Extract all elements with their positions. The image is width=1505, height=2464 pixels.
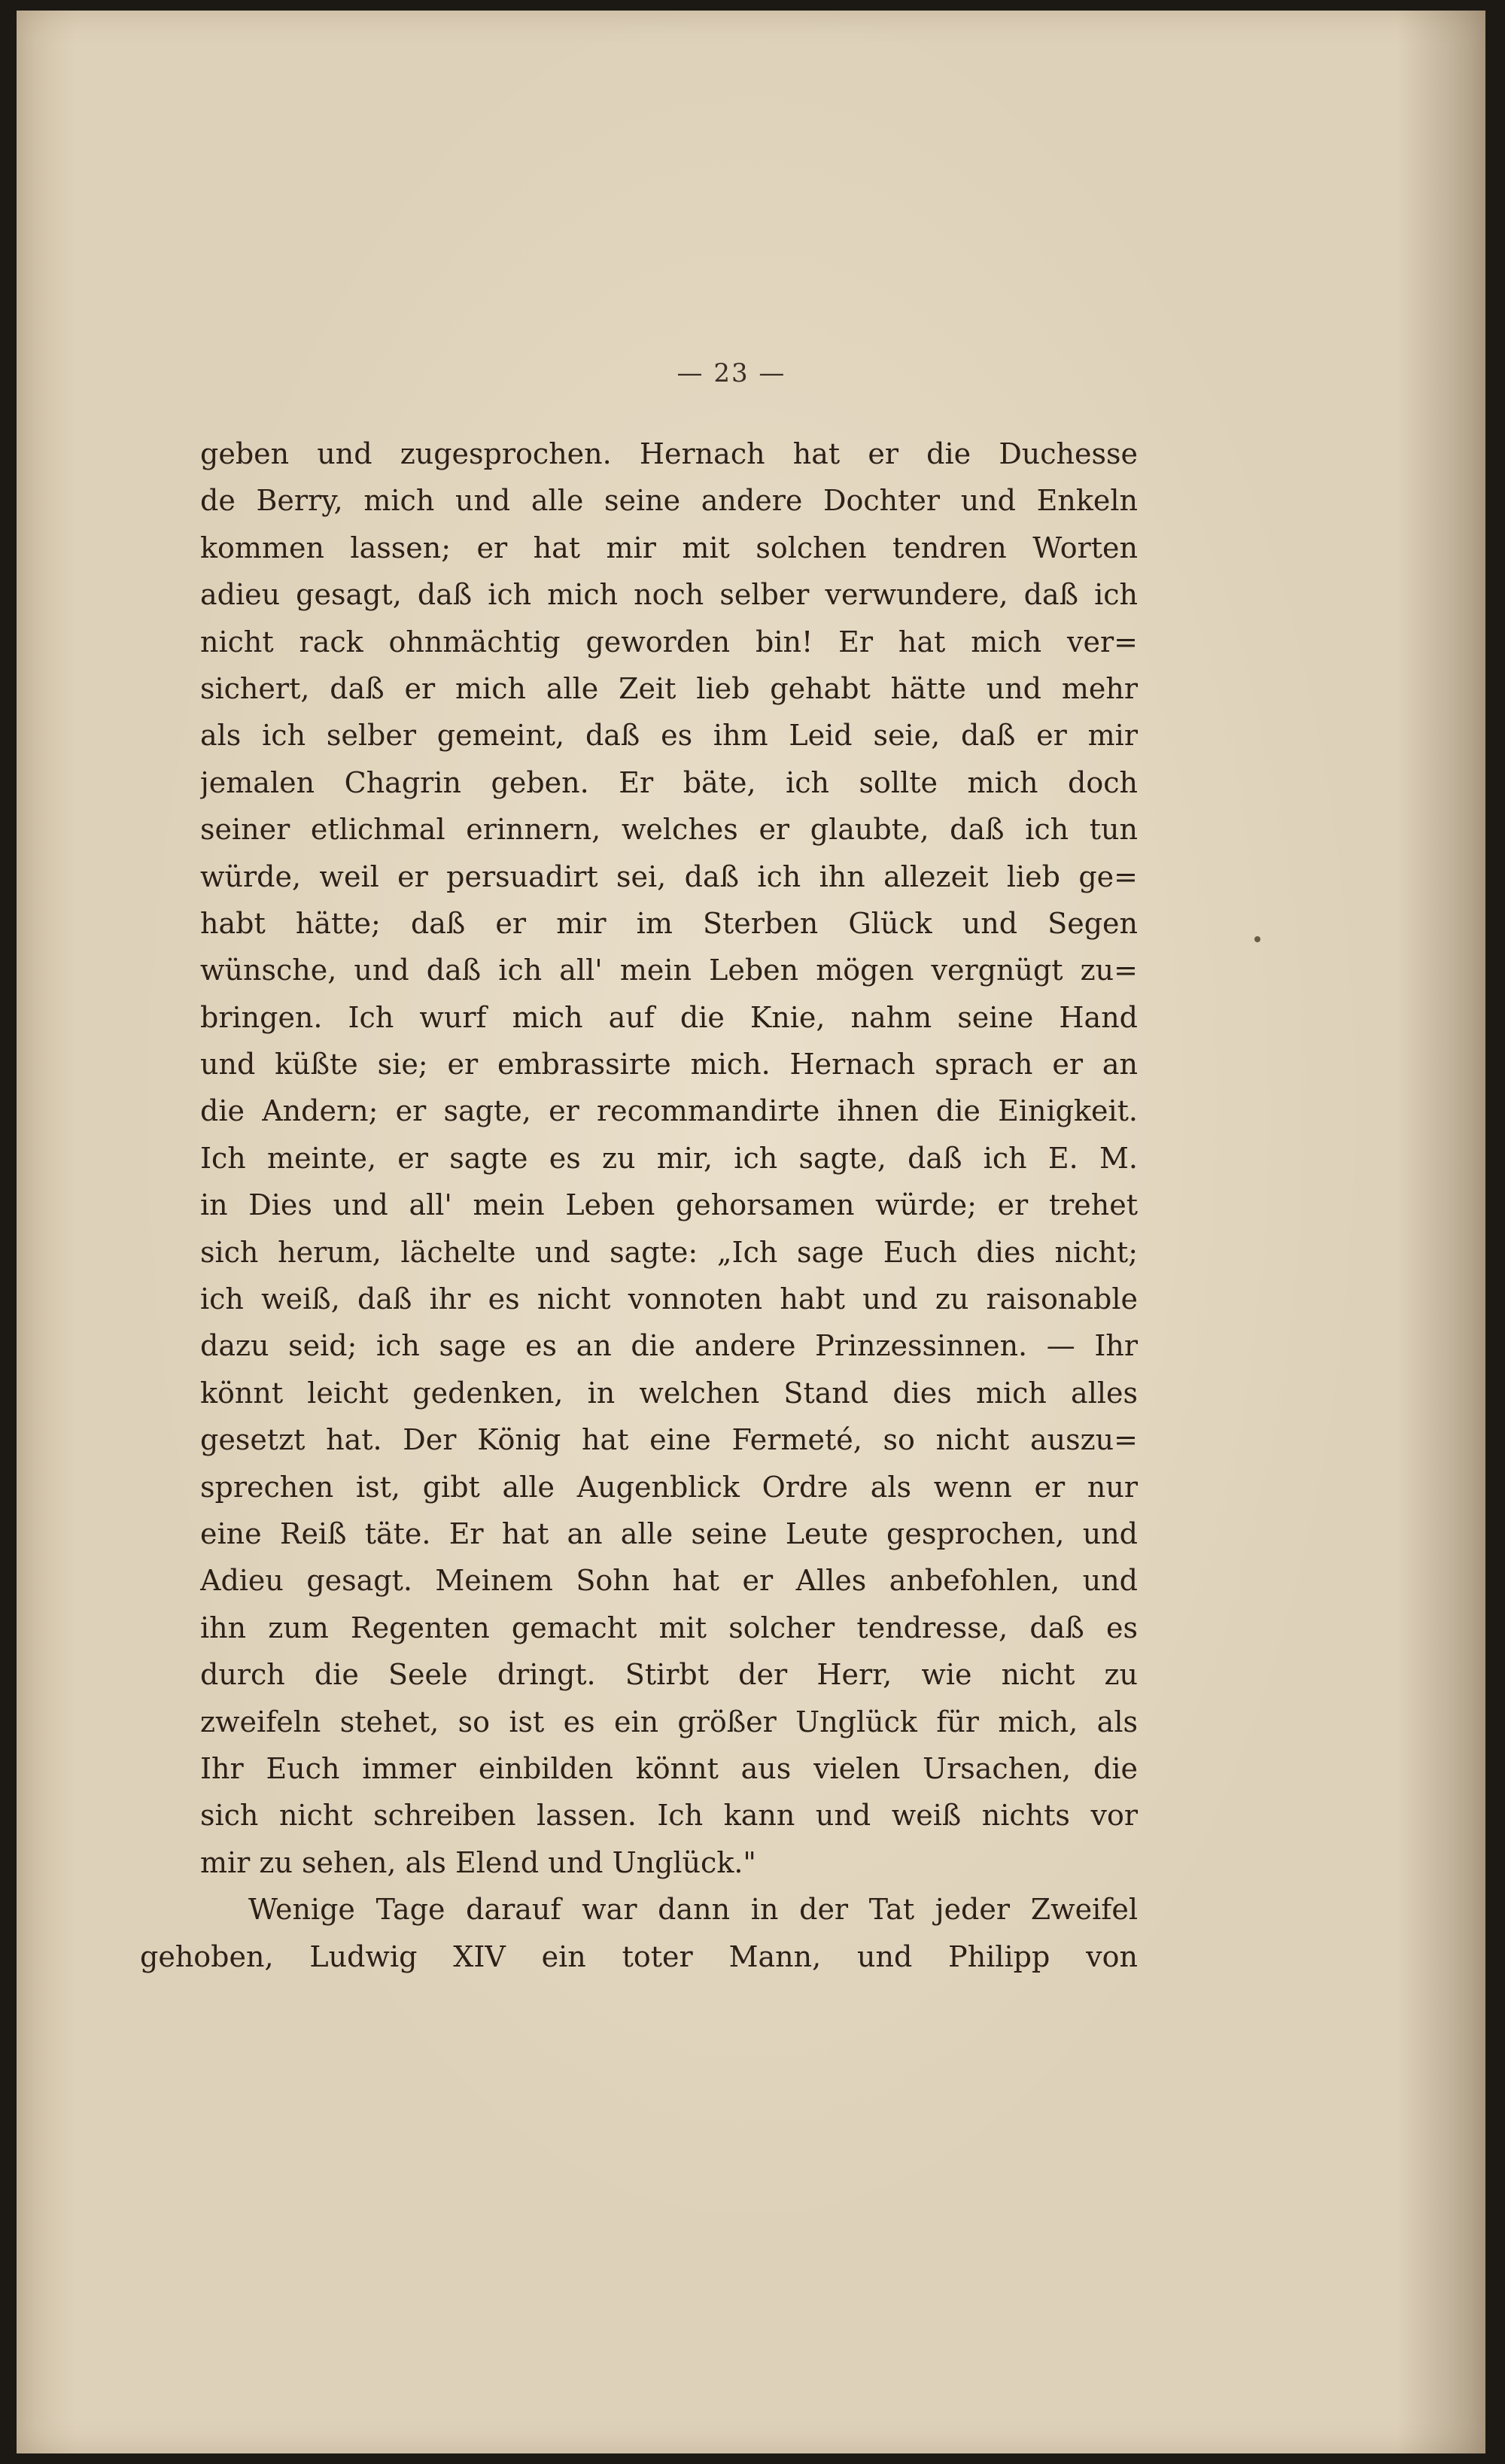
text-line: Ich meinte, er sagte es zu mir, ich sagte, daß ich E. M. <box>200 1141 1138 1175</box>
text-line: habt hätte; daß er mir im Sterben Glück und Segen <box>200 906 1138 940</box>
text-line-paragraph-start: Wenige Tage darauf war dann in der Tat jeder Zweifel <box>248 1893 1138 1927</box>
text-line: Ihr Euch immer einbilden könnt aus vielen Ursachen, die <box>200 1751 1138 1785</box>
text-line: adieu gesagt, daß ich mich noch selber verwundere, daß ich <box>200 578 1138 612</box>
text-line: bringen. Ich wurf mich auf die Knie, nahm seine Hand <box>200 1000 1138 1034</box>
text-line: jemalen Chagrin geben. Er bäte, ich sollte mich doch <box>200 765 1138 799</box>
text-line: geben und zugesprochen. Hernach hat er die Duchesse <box>200 437 1138 470</box>
text-line: de Berry, mich und alle seine andere Dochter und Enkeln <box>200 484 1138 518</box>
text-line: und küßte sie; er embrassirte mich. Hernach sprach er an <box>200 1048 1138 1081</box>
text-line: ihn zum Regenten gemacht mit solcher tendresse, daß es <box>200 1611 1138 1644</box>
text-line: kommen lassen; er hat mir mit solchen tendren Worten <box>200 531 1138 564</box>
text-line: in Dies und all' mein Leben gehorsamen würde; er trehet <box>200 1188 1138 1222</box>
paper-speck <box>1254 936 1260 942</box>
text-line: sprechen ist, gibt alle Augenblick Ordre als wenn er nur <box>200 1470 1138 1504</box>
text-line: eine Reiß täte. Er hat an alle seine Leute gesprochen, und <box>200 1516 1138 1550</box>
text-line-paragraph-end: mir zu sehen, als Elend und Unglück." <box>200 1845 756 1879</box>
text-line: nicht rack ohnmächtig geworden bin! Er hat mich ver= <box>200 625 1138 659</box>
text-line: gehoben, Ludwig XIV ein toter Mann, und Philipp von <box>140 1939 1138 1973</box>
text-line: Adieu gesagt. Meinem Sohn hat er Alles anbefohlen, und <box>200 1564 1138 1598</box>
text-line: gesetzt hat. Der König hat eine Fermeté, so nicht auszu= <box>200 1423 1138 1457</box>
page-number: — 23 — <box>676 358 786 388</box>
text-line: sich herum, lächelte und sagte: „Ich sage Euch dies nicht; <box>200 1235 1138 1269</box>
text-line: die Andern; er sagte, er recommandirte ihnen die Einigkeit. <box>200 1094 1138 1128</box>
text-line: als ich selber gemeint, daß es ihm Leid seie, daß er mir <box>200 719 1138 753</box>
text-line: könnt leicht gedenken, in welchen Stand dies mich alles <box>200 1376 1138 1410</box>
text-line: dazu seid; ich sage es an die andere Prinzessinnen. — Ihr <box>200 1329 1138 1363</box>
text-line: würde, weil er persuadirt sei, daß ich ihn allezeit lieb ge= <box>200 859 1138 893</box>
text-line: durch die Seele dringt. Stirbt der Herr, wie nicht zu <box>200 1658 1138 1692</box>
text-line: sich nicht schreiben lassen. Ich kann und weiß nichts vor <box>200 1799 1138 1833</box>
text-line: zweifeln stehet, so ist es ein größer Unglück für mich, als <box>200 1705 1138 1738</box>
body-text <box>140 430 1138 1980</box>
text-line: ich weiß, daß ihr es nicht vonnoten habt und zu raisonable <box>200 1282 1138 1316</box>
text-line: seiner etlichmal erinnern, welches er glaubte, daß ich tun <box>200 813 1138 847</box>
text-line: sichert, daß er mich alle Zeit lieb gehabt hätte und mehr <box>200 671 1138 705</box>
text-line: wünsche, und daß ich all' mein Leben mögen vergnügt zu= <box>200 954 1138 987</box>
